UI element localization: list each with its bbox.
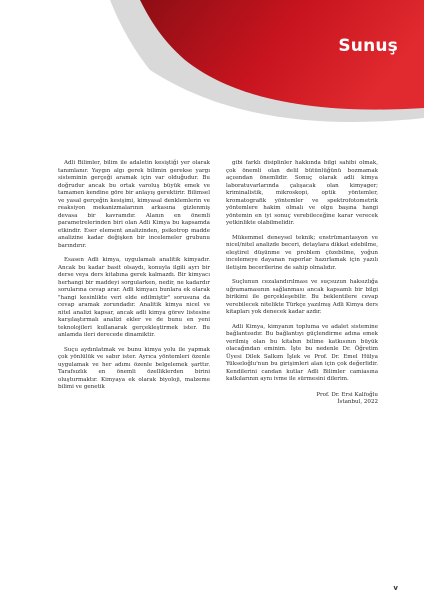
banner-swoosh-graphic (0, 0, 424, 150)
body-columns (58, 160, 378, 407)
paragraph: Mükemmel deneysel teknik; enstrümantasyon ve nicel/nitel analizde beceri, detaylara dikkat edebilme, eleştirel düşünme ve problem çözebilme, yoğun incelemeye dayanan raporlar hazırlamak için yazılı iletişim becerilerine de sahip olmalıdır. (226, 234, 378, 271)
signature-place-date: İstanbul, 2022 (337, 399, 378, 405)
paragraph: Adli Kimya, kimyanın topluma ve adalet sistemine bağlantısıdır. Bu bağlantıyı güçlendirme adına emek verilmiş olan bu kitabın bilime katkısının büyük olacağından eminim. İşte bu nedenle Dr. Öğretim Üyesi Dilek Salkım İşlek ve Prof. Dr. Emel Hülya Yükseloğlu'nun bu girişimleri alan için çok değerlidir. Kendilerini candan kutlar Adli Bilimler camiasına katkılarının aynı ivme ile sürmesini dilerim. (226, 323, 378, 382)
paragraph: Adli Bilimler, bilim ile adaletin kesiştiği yer olarak tanımlanır. Yaygın algı gerek bilimin gerekse yargı sisteminin gerçeği aramak için var olduğudur. Bu doğrudur ancak bu ortak varoluş büyük emek ve tamamen kendine göre bir anlayış gerektirir. Bilimsel ve yasal gerçeğin kesişimi, kimyasal denklemlerin ve reaksiyon mekanizmalarının arkasına gizlenmiş devasa bir kavramdır. Alanın en önemli parametrelerinden biri olan Adli Kimya bu kapsamda etkindir. Eser element analizinden, psikotrop madde analizine kadar değişken bir incelemeler grubunu barındırır. (58, 160, 210, 249)
page-title: Sunuş (338, 36, 398, 56)
signature-name: Prof. Dr. Ersi Kalfoğlu (316, 391, 378, 398)
signature (226, 392, 378, 407)
right-column (226, 160, 378, 407)
page-number: v (393, 584, 398, 592)
paragraph: Suçu aydınlatmak ve bunu kimya yolu ile yapmak çok yönlülük ve sabır ister. Ayrıca yöntemleri özenle uygulamak ve her adımı özenle belgelemek şarttır. Tarafsızlık en önemli özelliklerden birini oluşturmaktır. Kimyaya ek olarak biyoloji, malzeme bilimi ve genetik (58, 346, 210, 390)
left-column (58, 160, 210, 407)
header-banner (0, 0, 424, 150)
paragraph: Esasen Adli kimya, uygulamalı analitik kimyadır. Ancak bu kadar basit olsaydı, konuyla ilgili ayrı bir derse veya ders kitabına gerek kalmazdı. Bir kimyacı herhangi bir maddeyi sorgularken, nedir, ne kadardır sorularına cevap arar. Adli kimyacı bunlara ek olarak "hangi kesinlikte veri elde edilmiştir" sorusuna da cevap aramak zorundadır. Analitik kimya nicel ve nitel analizi kapsar, ancak adli kimya görev listesine karşılaştırmalı analizi ekler ve de bunu en yeni teknolojileri kullanarak gerçekleştirmek ister. Bu anlamda ileri derecede dinamiktir. (58, 257, 210, 338)
paragraph: gibi farklı disiplinler hakkında bilgi sahibi olmak, çok önemli olan delil bütünlüğünü bozmamak açısından önemlidir. Sonuç olarak adli kimya laboratuvarlarında çalışacak olan kimyager; kriminalistik, mikroskopi, optik yöntemler, kromatografik yöntemler ve spektrofotometrik yöntemlere hakim olmalı ve olgu başına hangi yöntemin en iyi sonuç verebileceğine karar verecek yetkinlikte olabilmelidir. (226, 160, 378, 226)
paragraph: Suçlunun cezalandırılması ve suçsuzun haksızlığa uğramamasının sağlanması ancak kapsamlı bir bilgi birikimi ile gerçekleşebilir. Bu beklentilere cevap verebilecek nitelikte Türkçe yazılmış Adli Kimya ders kitapları yok denecek kadar azdır. (226, 279, 378, 315)
